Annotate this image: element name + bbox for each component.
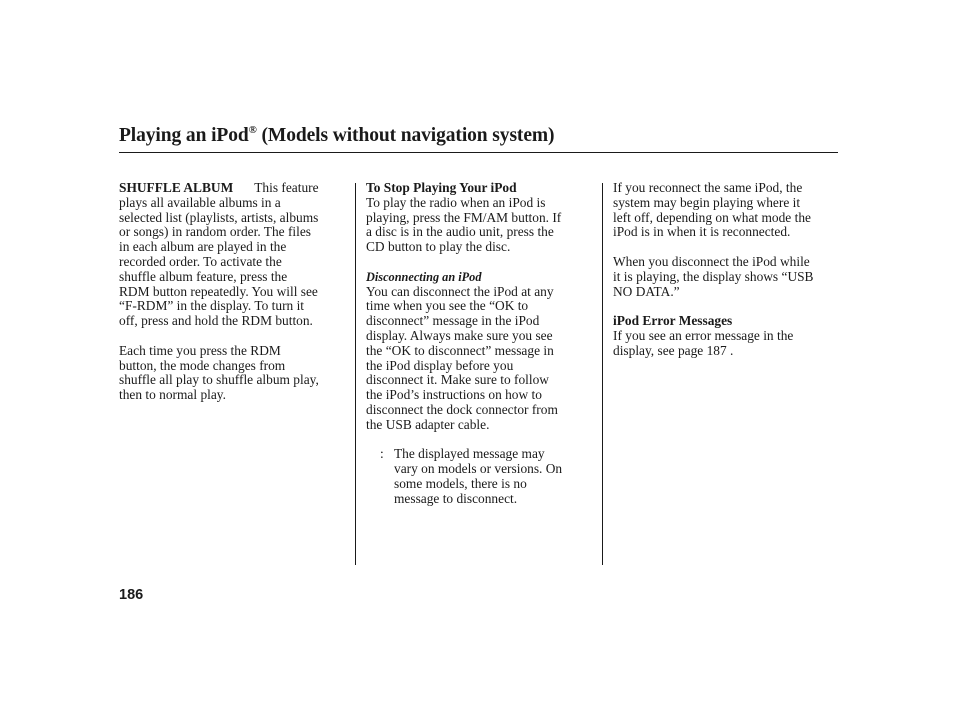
disconnecting-heading: Disconnecting an iPod xyxy=(366,269,482,284)
text-line: time when you see the “OK to xyxy=(366,298,529,314)
text-line: RDM button repeatedly. You will see xyxy=(119,283,318,299)
shuffle-paragraph xyxy=(119,181,349,329)
text-line: If you reconnect the same iPod, the xyxy=(613,180,803,195)
text-line: display. Always make sure you see xyxy=(366,327,553,343)
page-number: 186 xyxy=(119,587,144,603)
column-2 xyxy=(366,181,598,507)
text-line: shuffle all play to shuffle album play, xyxy=(119,372,319,388)
shuffle-album-heading: SHUFFLE ALBUM xyxy=(119,180,234,195)
text-line: off, press and hold the RDM button. xyxy=(119,313,313,329)
text-line: CD button to play the disc. xyxy=(366,239,511,255)
text-line: This feature xyxy=(254,180,319,195)
text-line: playing, press the FM/AM button. If xyxy=(366,209,562,225)
text-line: plays all available albums in a xyxy=(119,194,281,210)
text-line: disconnect the dock connector from xyxy=(366,401,558,417)
stop-playing-heading: To Stop Playing Your iPod xyxy=(366,180,517,195)
column-1 xyxy=(119,181,349,403)
text-line: the iPod’s instructions on how to xyxy=(366,387,542,403)
text-line: NO DATA.” xyxy=(613,283,680,299)
text-line: or songs) in random order. The files xyxy=(119,224,312,240)
mode-change-paragraph xyxy=(119,344,349,403)
text-line: Each time you press the RDM xyxy=(119,342,281,358)
text-line: You can disconnect the iPod at any xyxy=(366,283,554,299)
title-rule xyxy=(119,152,838,153)
text-line: message to disconnect. xyxy=(394,490,518,506)
usb-no-data-paragraph xyxy=(613,255,841,299)
text-line: the iPod display before you xyxy=(366,357,514,373)
reconnect-paragraph xyxy=(613,181,841,240)
text-line: some models, there is no xyxy=(394,475,527,491)
column-divider-2 xyxy=(602,183,603,565)
text-line: “F-RDM” in the display. To turn it xyxy=(119,298,305,314)
text-line: disconnect” message in the iPod xyxy=(366,313,540,329)
title-main: Playing an iPod xyxy=(119,125,249,146)
column-divider-1 xyxy=(355,183,356,565)
text-line: If you see an error message in the xyxy=(613,327,794,343)
page-title xyxy=(119,124,554,147)
note xyxy=(366,447,598,506)
text-line: the “OK to disconnect” message in xyxy=(366,342,554,358)
text-line: then to normal play. xyxy=(119,387,226,403)
text-line: selected list (playlists, artists, albums xyxy=(119,209,319,225)
registered-mark: ® xyxy=(248,124,257,136)
text-line: system may begin playing where it xyxy=(613,194,801,210)
error-messages-paragraph xyxy=(613,329,841,359)
text-line: the USB adapter cable. xyxy=(366,416,490,432)
text-line: When you disconnect the iPod while xyxy=(613,253,810,269)
column-3 xyxy=(613,181,841,359)
text-line: it is playing, the display shows “USB xyxy=(613,268,814,284)
stop-playing-paragraph xyxy=(366,196,598,255)
error-messages-heading: iPod Error Messages xyxy=(613,313,733,329)
text-line: To play the radio when an iPod is xyxy=(366,194,546,210)
text-line: left off, depending on what mode the xyxy=(613,209,811,225)
text-line: disconnect it. Make sure to follow xyxy=(366,372,549,388)
text-line: display, see page 187 . xyxy=(613,342,734,358)
text-line: iPod is in when it is reconnected. xyxy=(613,224,791,240)
text-line: in each album are played in the xyxy=(119,239,287,255)
text-line: vary on models or versions. On xyxy=(394,461,563,477)
text-line: The displayed message may xyxy=(394,446,545,462)
disconnecting-paragraph xyxy=(366,285,598,433)
text-line: shuffle album feature, press the xyxy=(119,268,288,284)
text-line: button, the mode changes from xyxy=(119,357,286,373)
text-line: a disc is in the audio unit, press the xyxy=(366,224,554,240)
text-line: recorded order. To activate the xyxy=(119,253,282,269)
note-marker: : xyxy=(380,446,384,462)
title-rest: (Models without navigation system) xyxy=(256,125,555,146)
